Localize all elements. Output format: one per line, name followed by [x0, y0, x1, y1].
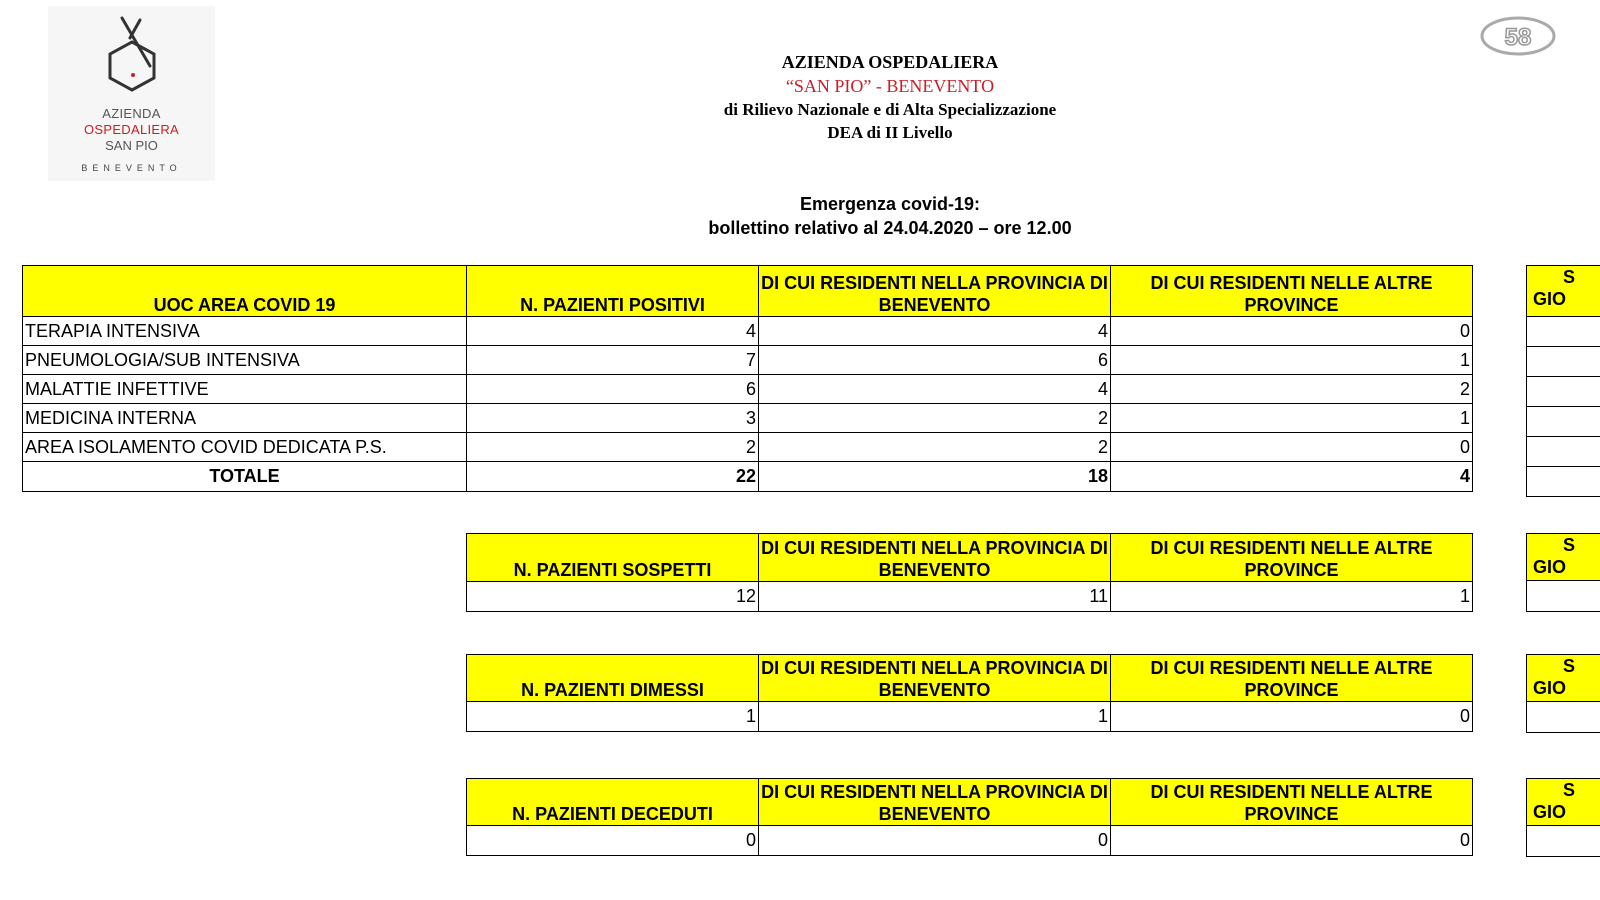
table-row — [23, 404, 1473, 433]
total-value: 4 — [1111, 462, 1473, 492]
cell-value: 0 — [759, 826, 1111, 856]
partial-header-line-2: GIO — [1533, 557, 1567, 577]
partial-header-line-2: GIO — [1533, 289, 1567, 309]
sospetti-table — [466, 533, 1473, 612]
partial-header-line-1: S — [1563, 656, 1576, 676]
cell-value: 2 — [759, 404, 1111, 433]
table-row — [467, 826, 1473, 856]
cell-value: 0 — [1111, 826, 1473, 856]
cell-value: 1 — [1111, 404, 1473, 433]
logo-line-2: OSPEDALIERA — [83, 122, 180, 137]
cell-value: 6 — [467, 375, 759, 404]
bulletin-date: bollettino relativo al 24.04.2020 – ore 12.00 — [708, 218, 1072, 238]
partial-row — [1527, 436, 1600, 466]
cell-value: 11 — [759, 582, 1111, 612]
partial-header — [1527, 779, 1600, 825]
row-label: MEDICINA INTERNA — [23, 404, 467, 433]
total-value: 22 — [467, 462, 759, 492]
row-label: TERAPIA INTENSIVA — [23, 317, 467, 346]
logo-line-3: SAN PIO — [105, 138, 158, 153]
cell-value: 12 — [467, 582, 759, 612]
partial-row — [1527, 346, 1600, 376]
total-label: TOTALE — [23, 462, 467, 492]
hexagon-logo-icon — [100, 14, 164, 104]
row-label: PNEUMOLOGIA/SUB INTENSIVA — [23, 346, 467, 375]
partial-header-line-1: S — [1563, 267, 1576, 287]
table-row — [23, 317, 1473, 346]
cell-value: 2 — [467, 433, 759, 462]
partial-row — [1527, 316, 1600, 346]
table-row — [23, 346, 1473, 375]
logo-line-4: BENEVENTO — [81, 163, 182, 173]
total-row — [23, 462, 1473, 492]
partial-table-dimessi — [1526, 654, 1600, 733]
cell-value: 0 — [1111, 433, 1473, 462]
partial-table-main — [1526, 265, 1600, 497]
deceduti-table — [466, 778, 1473, 856]
header-subtitle: “SAN PIO” - BENEVENTO — [785, 76, 995, 96]
cell-value: 0 — [467, 826, 759, 856]
header-line-3: di Rilievo Nazionale e di Alta Specializzazione — [723, 100, 1057, 119]
header-line-4: DEA di II Livello — [827, 123, 953, 142]
total-value: 18 — [759, 462, 1111, 492]
col-header-residenti-bn: DI CUI RESIDENTI NELLA PROVINCIA DI BENEVENTO — [759, 534, 1111, 582]
cell-value: 1 — [1111, 346, 1473, 375]
cell-value: 1 — [759, 702, 1111, 732]
partial-row — [1527, 580, 1600, 611]
cell-value: 4 — [759, 317, 1111, 346]
positivi-table — [22, 265, 1473, 492]
col-header-positivi: N. PAZIENTI POSITIVI — [467, 266, 759, 317]
hospital-logo — [48, 6, 215, 181]
channel-badge-number: 58 — [1504, 24, 1532, 51]
partial-header-line-1: S — [1563, 535, 1576, 555]
cell-value: 0 — [1111, 317, 1473, 346]
col-header-uoc: UOC AREA COVID 19 — [23, 266, 467, 317]
partial-row — [1527, 376, 1600, 406]
partial-header — [1527, 534, 1600, 580]
channel-watermark — [1478, 14, 1558, 63]
table-row — [467, 702, 1473, 732]
cell-value: 2 — [1111, 375, 1473, 404]
col-header-residenti-bn: DI CUI RESIDENTI NELLA PROVINCIA DI BENEVENTO — [759, 655, 1111, 702]
cell-value: 3 — [467, 404, 759, 433]
cell-value: 4 — [759, 375, 1111, 404]
cell-value: 1 — [467, 702, 759, 732]
bulletin-title: Emergenza covid-19: — [799, 194, 981, 214]
partial-header — [1527, 655, 1600, 701]
cell-value: 0 — [1111, 702, 1473, 732]
col-header-dimessi: N. PAZIENTI DIMESSI — [467, 655, 759, 702]
cell-value: 4 — [467, 317, 759, 346]
partial-header-line-2: GIO — [1533, 678, 1567, 698]
table-row — [467, 582, 1473, 612]
row-label: AREA ISOLAMENTO COVID DEDICATA P.S. — [23, 433, 467, 462]
cell-value: 7 — [467, 346, 759, 375]
col-header-residenti-altre: DI CUI RESIDENTI NELLE ALTRE PROVINCE — [1111, 655, 1473, 702]
row-label: MALATTIE INFETTIVE — [23, 375, 467, 404]
col-header-residenti-altre: DI CUI RESIDENTI NELLE ALTRE PROVINCE — [1111, 266, 1473, 317]
partial-table-deceduti — [1526, 778, 1600, 857]
col-header-residenti-bn: DI CUI RESIDENTI NELLA PROVINCIA DI BENEVENTO — [759, 779, 1111, 826]
dimessi-table — [466, 654, 1473, 732]
table-row — [23, 433, 1473, 462]
cell-value: 2 — [759, 433, 1111, 462]
header-title: AZIENDA OSPEDALIERA — [781, 52, 999, 72]
col-header-residenti-bn: DI CUI RESIDENTI NELLA PROVINCIA DI BENEVENTO — [759, 266, 1111, 317]
partial-row — [1527, 701, 1600, 732]
partial-row — [1527, 406, 1600, 436]
logo-line-1: AZIENDA — [102, 106, 161, 121]
col-header-sospetti: N. PAZIENTI SOSPETTI — [467, 534, 759, 582]
cell-value: 1 — [1111, 582, 1473, 612]
table-row — [23, 375, 1473, 404]
partial-header-line-2: GIO — [1533, 802, 1567, 822]
partial-header-line-1: S — [1563, 780, 1576, 800]
partial-header — [1527, 266, 1600, 316]
col-header-deceduti: N. PAZIENTI DECEDUTI — [467, 779, 759, 826]
col-header-residenti-altre: DI CUI RESIDENTI NELLE ALTRE PROVINCE — [1111, 779, 1473, 826]
cell-value: 6 — [759, 346, 1111, 375]
col-header-residenti-altre: DI CUI RESIDENTI NELLE ALTRE PROVINCE — [1111, 534, 1473, 582]
partial-row — [1527, 466, 1600, 496]
partial-row — [1527, 825, 1600, 856]
partial-table-sospetti — [1526, 533, 1600, 612]
